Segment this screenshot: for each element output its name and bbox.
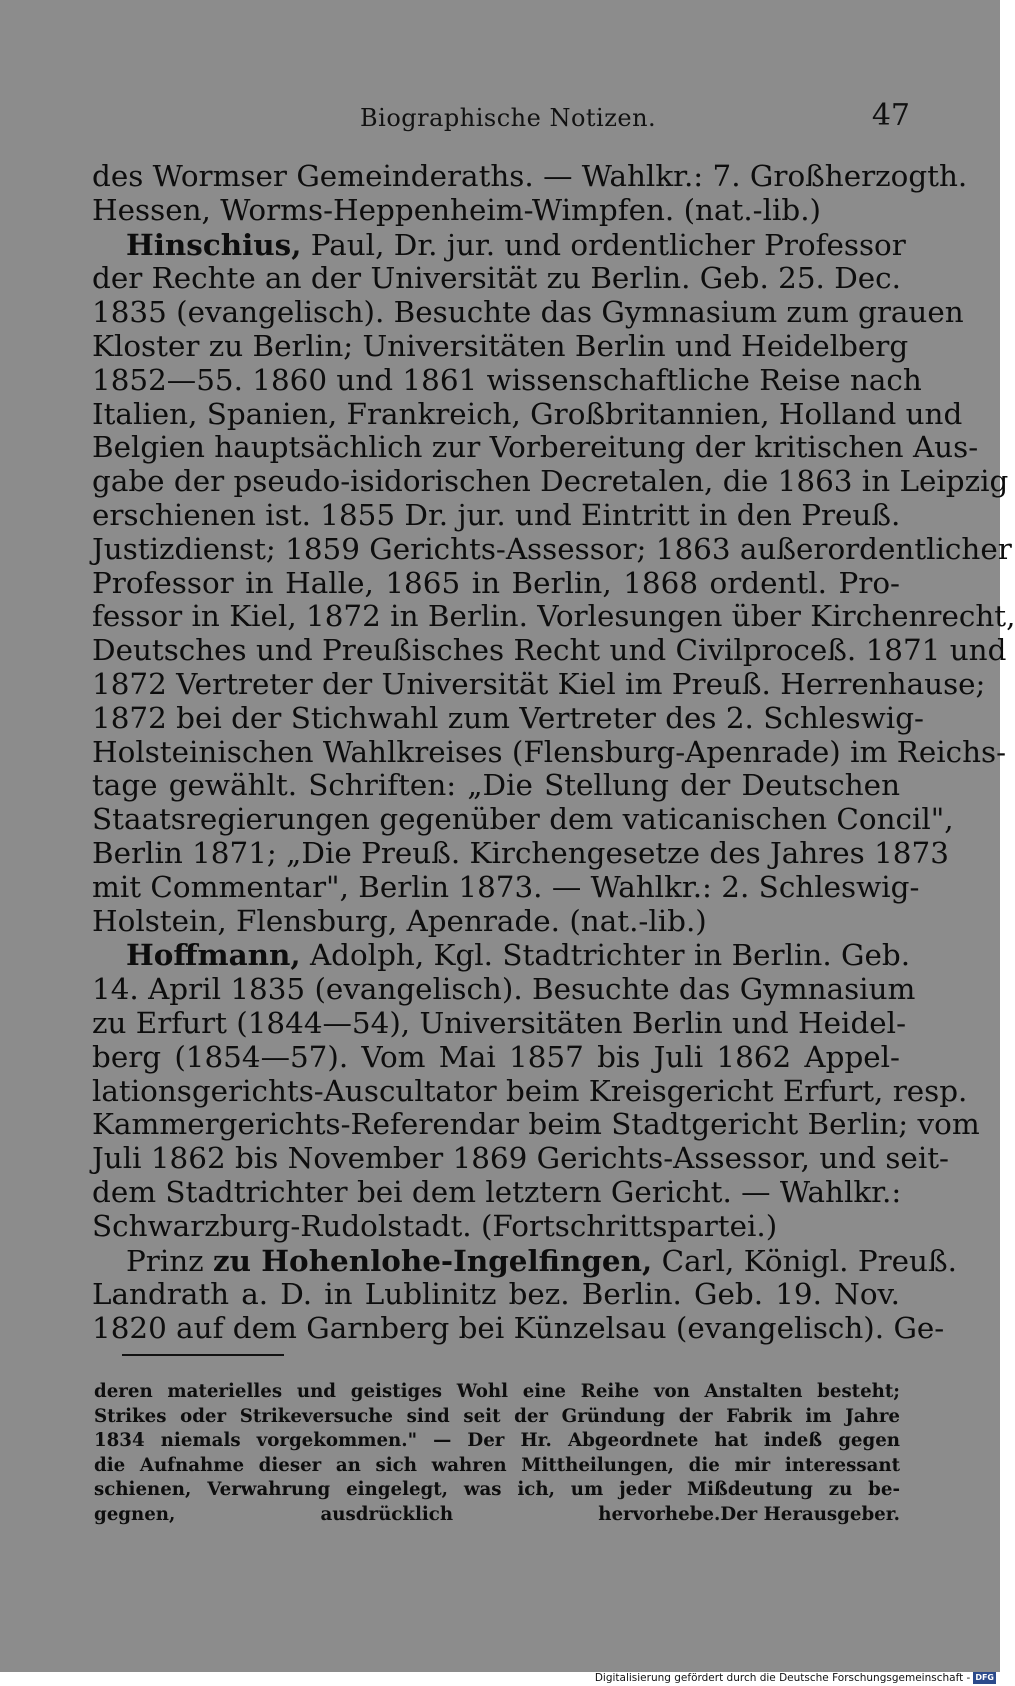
text-line: Berlin 1871; „Die Preuß. Kirchengesetze des Jahres 1873 — [92, 835, 949, 870]
text-line: Deutsches und Preußisches Recht und Civilproceß. 1871 und — [92, 633, 1007, 668]
footnote-line: 1834 niemals vorgekommen." — Der Hr. Abgeordnete hat indeß gegen — [94, 1430, 900, 1452]
text-line: Hessen, Worms-Heppenheim-Wimpfen. (nat.-lib.) — [92, 192, 822, 227]
text-line: gabe der pseudo-isidorischen Decretalen, die 1863 in Leipzig — [92, 464, 1009, 499]
text-line: Professor in Halle, 1865 in Berlin, 1868 ordentl. Pro- — [92, 565, 900, 600]
text-line: tage gewählt. Schriften: „Die Stellung der Deutschen — [92, 768, 900, 803]
text-line: lationsgerichts-Auscultator beim Kreisgericht Erfurt, resp. — [92, 1073, 968, 1108]
footnote-divider — [122, 1354, 284, 1356]
entry-name-hinschius: Hinschius, — [126, 226, 302, 262]
text-line: zu Erfurt (1844—54), Universitäten Berlin und Heidel- — [92, 1005, 906, 1040]
text-line: der Rechte an der Universität zu Berlin. Geb. 25. Dec. — [92, 261, 901, 296]
body-text — [92, 159, 1015, 1346]
footnote-line: deren materielles und geistiges Wohl eine Reihe von Anstalten besteht; — [94, 1381, 900, 1402]
signoff: Der Herausgeber. — [720, 1503, 900, 1525]
text-span: Prinz — [126, 1243, 213, 1278]
running-title: Biographische Notizen. — [360, 104, 657, 132]
text-line: 1872 Vertreter der Universität Kiel im Preuß. Herrenhause; — [92, 666, 986, 701]
text-line: Italien, Spanien, Frankreich, Großbritannien, Holland und — [92, 396, 963, 431]
text-line: 1835 (evangelisch). Besuchte das Gymnasium zum grauen — [92, 295, 964, 330]
text-line: Juli 1862 bis November 1869 Gerichts-Assessor, und seit- — [92, 1141, 949, 1176]
credit-text: Digitalisierung gefördert durch die Deutsche Forschungsgemeinschaft - — [594, 1672, 971, 1684]
text-span: gegnen, ausdrücklich hervorhebe. — [94, 1503, 721, 1525]
text-line: 1852—55. 1860 und 1861 wissenschaftliche Reise nach — [92, 362, 922, 397]
text-line: Kammergerichts-Referendar beim Stadtgericht Berlin; vom — [92, 1107, 980, 1142]
footnote-line — [94, 1503, 900, 1528]
text-line: Justizdienst; 1859 Gerichts-Assessor; 1863 außerordentlicher — [92, 531, 1012, 566]
text-span: Carl, Königl. Preuß. — [652, 1243, 957, 1278]
text-line: dem Stadtrichter bei dem letztern Gericht. — Wahlkr.: — [92, 1174, 902, 1209]
text-line — [92, 1242, 957, 1279]
text-line: des Wormser Gemeinderaths. — Wahlkr.: 7. Großherzogth. — [92, 159, 968, 193]
text-line: erschienen ist. 1855 Dr. jur. und Eintritt in den Preuß. — [92, 497, 901, 532]
digitization-credit — [595, 1672, 996, 1684]
text-line: 1820 auf dem Garnberg bei Künzelsau (evangelisch). Ge- — [92, 1311, 945, 1346]
page-number: 47 — [871, 98, 910, 133]
footnote-line: Strikes oder Strikeversuche sind seit der Gründung der Fabrik im Jahre — [94, 1405, 900, 1427]
text-line: Schwarzburg-Rudolstadt. (Fortschrittspartei.) — [92, 1208, 778, 1243]
footnote-line: schienen, Verwahrung eingelegt, was ich, um jeder Mißdeutung zu be- — [94, 1479, 900, 1501]
text-line — [92, 226, 906, 263]
text-span: Paul, Dr. jur. und ordentlicher Professor — [301, 227, 906, 262]
text-line: Holstein, Flensburg, Apenrade. (nat.-lib.) — [92, 903, 707, 938]
text-line: fessor in Kiel, 1872 in Berlin. Vorlesungen über Kirchenrecht, — [92, 599, 1015, 634]
text-line: 14. April 1835 (evangelisch). Besuchte das Gymnasium — [92, 972, 916, 1007]
text-line: Kloster zu Berlin; Universitäten Berlin und Heidelberg — [92, 328, 909, 363]
text-line: Belgien hauptsächlich zur Vorbereitung der kritischen Aus- — [92, 430, 979, 465]
entry-name-hohenlohe: zu Hohenlohe-Ingelfingen, — [212, 1242, 653, 1278]
footnote-line: die Aufnahme dieser an sich wahren Mittheilungen, die mir interessant — [94, 1454, 900, 1476]
text-line: Holsteinischen Wahlkreises (Flensburg-Apenrade) im Reichs- — [92, 734, 1007, 769]
dfg-logo: DFG — [975, 1673, 994, 1682]
footnote — [94, 1380, 900, 1528]
entry-name-hoffmann: Hoffmann, — [126, 937, 301, 973]
text-span: Adolph, Kgl. Stadtrichter in Berlin. Geb. — [300, 938, 911, 973]
text-line: Landrath a. D. in Lublinitz bez. Berlin. Geb. 19. Nov. — [92, 1277, 900, 1312]
text-line — [92, 937, 911, 973]
text-line: berg (1854—57). Vom Mai 1857 bis Juli 1862 Appel- — [92, 1039, 900, 1074]
text-line: 1872 bei der Stichwahl zum Vertreter des 2. Schleswig- — [92, 700, 924, 735]
text-line: mit Commentar", Berlin 1873. — Wahlkr.: 2. Schleswig- — [92, 869, 920, 904]
text-line: Staatsregierungen gegenüber dem vaticanischen Concil", — [92, 802, 954, 837]
page-header — [360, 98, 910, 138]
